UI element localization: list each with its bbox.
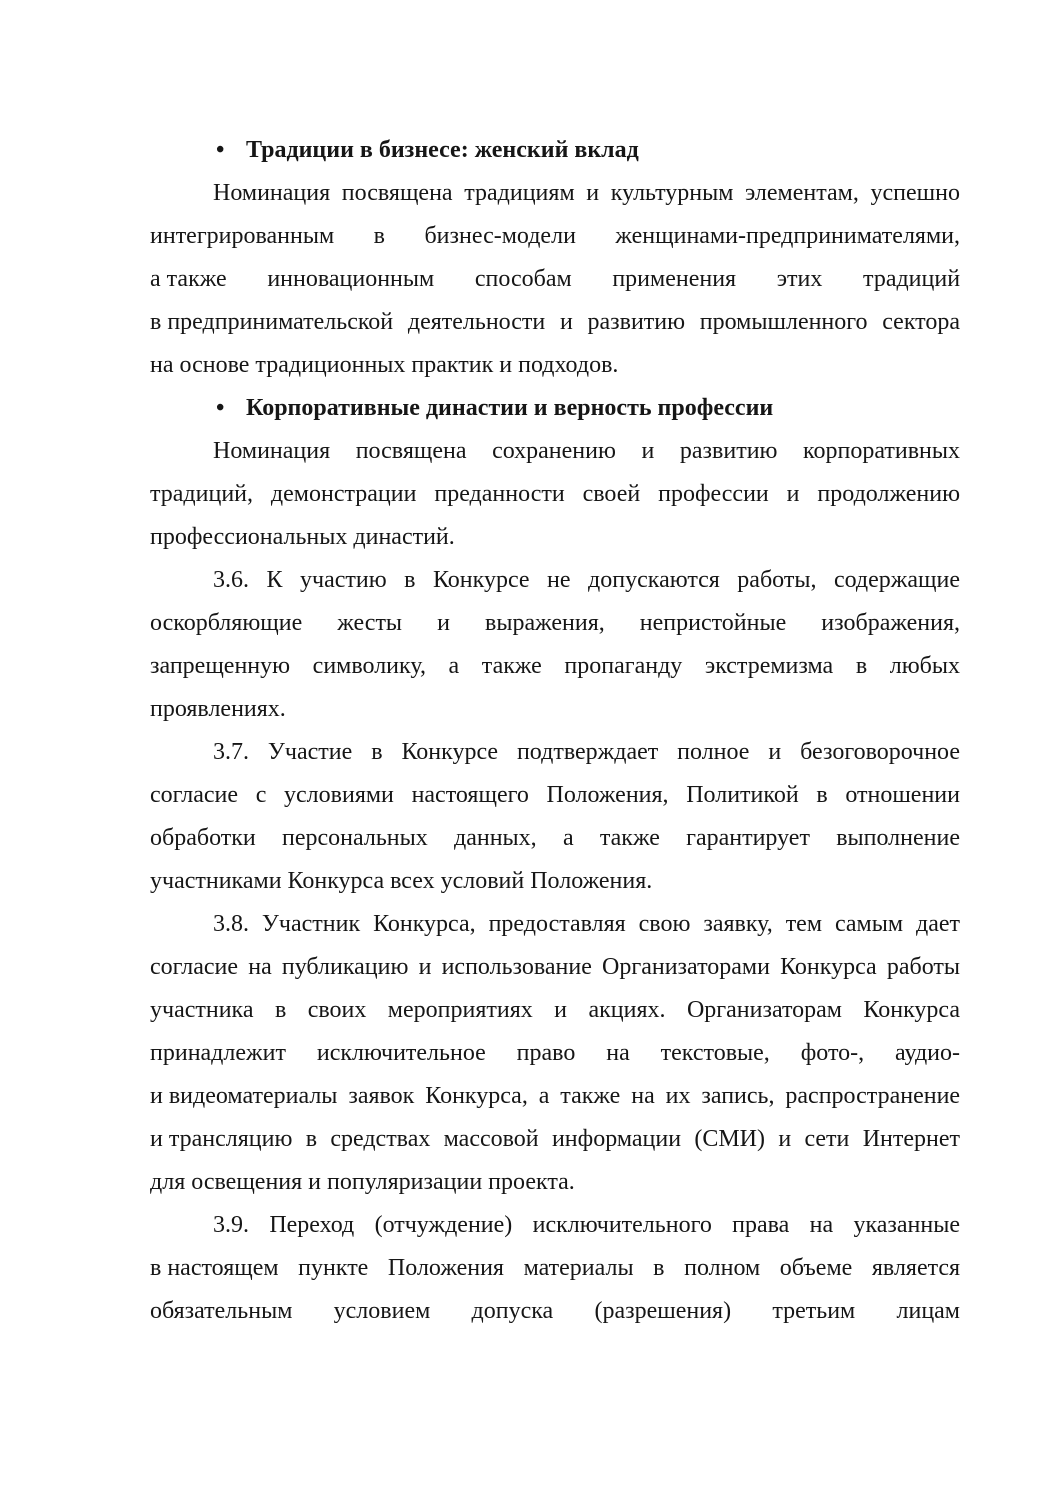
paragraph-line: Номинация посвящена традициям и культурным элементам, успешно — [213, 180, 960, 206]
nonbreaking-word-group: и трансляцию — [150, 1126, 293, 1152]
paragraph-line: участниками Конкурса всех условий Положения. — [150, 868, 653, 894]
paragraph-line: оскорбляющие жесты и выражения, непристойные изображения, — [150, 610, 960, 636]
paragraph — [150, 430, 960, 559]
paragraph — [150, 172, 960, 387]
bullet-icon: • — [216, 137, 225, 163]
bullet-icon: • — [216, 395, 225, 421]
paragraph-line: и трансляцию в средствах массовой информации (СМИ) и сети Интернет — [150, 1118, 960, 1161]
bullet-heading-text: Традиции в бизнесе: женский вклад — [246, 137, 639, 163]
paragraph-line: согласие с условиями настоящего Положения, Политикой в отношении — [150, 782, 960, 808]
paragraph-line: Номинация посвящена сохранению и развитию корпоративных — [213, 438, 960, 464]
paragraph-line: проявлениях. — [150, 696, 286, 722]
bullet-list-item — [150, 387, 960, 430]
bullet-list-item — [150, 129, 960, 172]
paragraph-line: 3.8. Участник Конкурса, предоставляя свою заявку, тем самым дает — [213, 911, 960, 937]
paragraph — [150, 731, 960, 903]
paragraph-line: в предпринимательской деятельности и развитию промышленного сектора — [150, 301, 960, 344]
paragraph-line: традиций, демонстрации преданности своей профессии и продолжению — [150, 481, 960, 507]
nonbreaking-word-group: в настоящем — [150, 1255, 279, 1281]
bullet-heading-text: Корпоративные династии и верность профессии — [246, 395, 774, 421]
paragraph-line: 3.7. Участие в Конкурсе подтверждает полное и безоговорочное — [213, 739, 960, 765]
paragraph-line: на основе традиционных практик и подходов. — [150, 352, 619, 378]
paragraph-line: участника в своих мероприятиях и акциях. Организаторам Конкурса — [150, 997, 960, 1023]
paragraph — [150, 559, 960, 731]
paragraph — [150, 1204, 960, 1333]
paragraph-line: обработки персональных данных, а также гарантирует выполнение — [150, 825, 960, 851]
paragraph — [150, 903, 960, 1204]
paragraph-line: запрещенную символику, а также пропаганду экстремизма в любых — [150, 653, 960, 679]
paragraph-line: для освещения и популяризации проекта. — [150, 1169, 575, 1195]
document-content — [150, 129, 960, 1333]
paragraph-line: обязательным условием допуска (разрешения) третьим лицам — [150, 1298, 960, 1324]
paragraph-line: принадлежит исключительное право на текстовые, фото-, аудио- — [150, 1040, 960, 1066]
nonbreaking-word-group: в предпринимательской — [150, 309, 394, 335]
paragraph-line: а также инновационным способам применения этих традиций — [150, 258, 960, 301]
paragraph-line: 3.9. Переход (отчуждение) исключительного права на указанные — [213, 1212, 960, 1238]
paragraph-line: 3.6. К участию в Конкурсе не допускаются работы, содержащие — [213, 567, 960, 593]
paragraph-line: интегрированным в бизнес-модели женщинами-предпринимателями, — [150, 223, 960, 249]
paragraph-line: в настоящем пункте Положения материалы в полном объеме является — [150, 1247, 960, 1290]
paragraph-line: профессиональных династий. — [150, 524, 455, 550]
nonbreaking-word-group: а также — [150, 266, 227, 292]
paragraph-line: и видеоматериалы заявок Конкурса, а также на их запись, распространение — [150, 1075, 960, 1118]
paragraph-line: согласие на публикацию и использование Организаторами Конкурса работы — [150, 954, 960, 980]
nonbreaking-word-group: и видеоматериалы — [150, 1083, 338, 1109]
